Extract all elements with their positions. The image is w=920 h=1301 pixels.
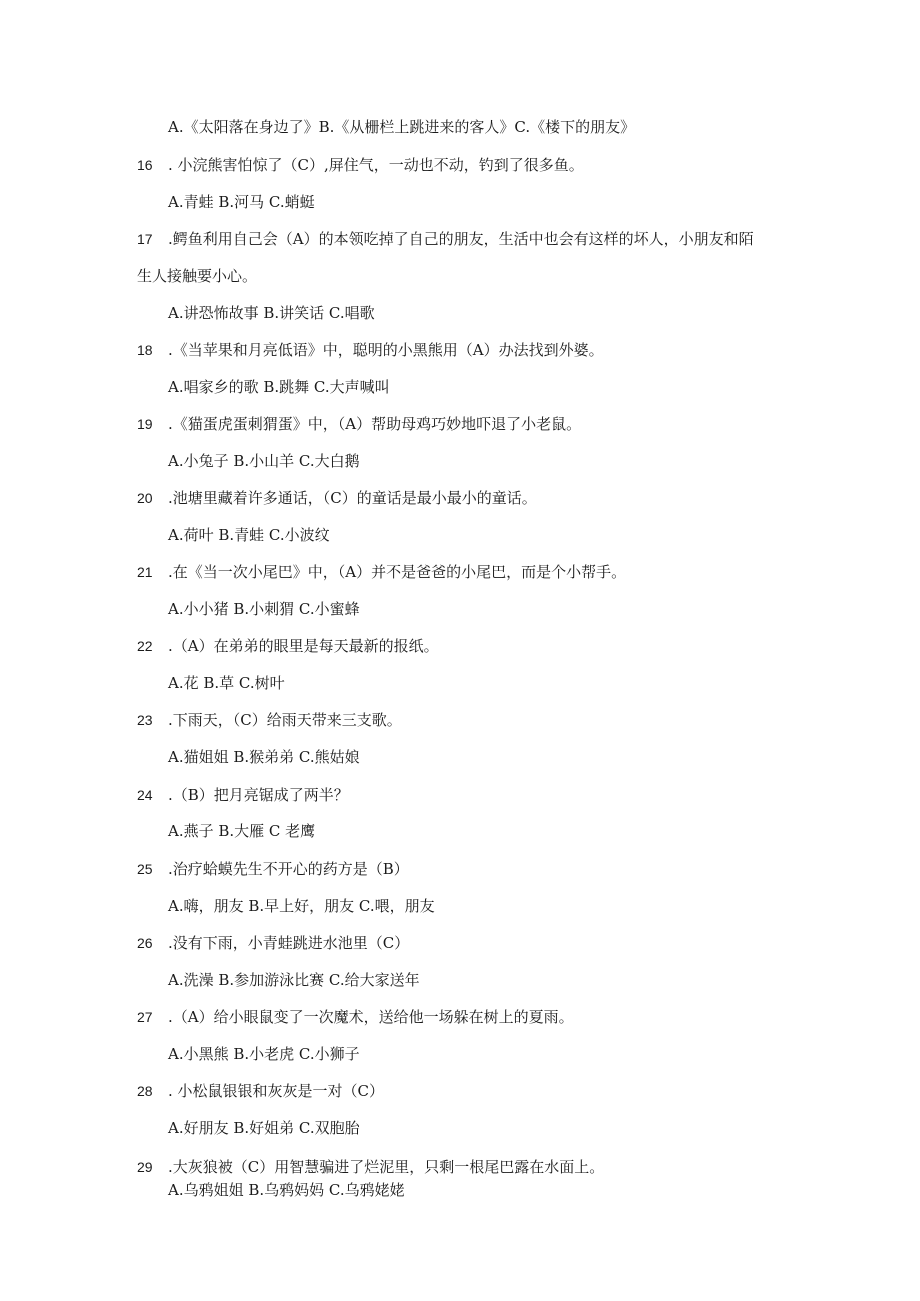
q23-options: A.猫姐姐 B.猴弟弟 C.熊姑娘 xyxy=(168,748,360,766)
q17-number: 17 xyxy=(137,231,153,247)
q19-options: A.小兔子 B.小山羊 C.大白鹅 xyxy=(168,452,360,470)
q21-number: 21 xyxy=(137,564,153,580)
q22-options: A.花 B.草 C.树叶 xyxy=(168,674,285,692)
q17-options: A.讲恐怖故事 B.讲笑话 C.唱歌 xyxy=(168,304,375,322)
q24-number: 24 xyxy=(137,787,153,803)
q26-options: A.洗澡 B.参加游泳比赛 C.给大家送年 xyxy=(168,971,420,989)
q18-text: .《当苹果和月亮低语》中，聪明的小黑熊用（A）办法找到外婆。 xyxy=(168,341,604,359)
q19-number: 19 xyxy=(137,416,153,432)
q17-text-continued: 生人接触要小心。 xyxy=(137,267,258,285)
q17-text: .鳄鱼利用自己会（A）的本领吃掉了自己的朋友，生活中也会有这样的坏人，小朋友和陌 xyxy=(168,230,754,248)
q22-number: 22 xyxy=(137,638,153,654)
q16-text: . 小浣熊害怕惊了（C）,屏住气，一动也不动，钓到了很多鱼。 xyxy=(168,156,584,174)
q29-text: .大灰狼被（C）用智慧骗进了烂泥里，只剩一根尾巴露在水面上。 xyxy=(168,1158,605,1176)
q29-options: A.乌鸦姐姐 B.乌鸦妈妈 C.乌鸦姥姥 xyxy=(168,1181,405,1199)
q20-options: A.荷叶 B.青蛙 C.小波纹 xyxy=(168,526,330,544)
q27-text: .（A）给小眼鼠变了一次魔术，送给他一场躲在树上的夏雨。 xyxy=(168,1008,574,1026)
q27-number: 27 xyxy=(137,1009,153,1025)
q28-number: 28 xyxy=(137,1083,153,1099)
q28-text: . 小松鼠银银和灰灰是一对（C） xyxy=(168,1082,385,1100)
q26-number: 26 xyxy=(137,935,153,951)
q24-text: .（B）把月亮锯成了两半？ xyxy=(168,786,349,804)
q25-text: .治疗蛤蟆先生不开心的药方是（B） xyxy=(168,860,409,878)
q27-options: A.小黑熊 B.小老虎 C.小狮子 xyxy=(168,1045,360,1063)
q22-text: .（A）在弟弟的眼里是每天最新的报纸。 xyxy=(168,637,439,655)
q15-options: A.《太阳落在身边了》B.《从栅栏上跳进来的客人》C.《楼下的朋友》 xyxy=(168,118,636,136)
q16-number: 16 xyxy=(137,157,153,173)
q28-options: A.好朋友 B.好姐弟 C.双胞胎 xyxy=(168,1119,360,1137)
q20-number: 20 xyxy=(137,490,153,506)
q19-text: .《猫蛋虎蛋刺猬蛋》中，（A）帮助母鸡巧妙地吓退了小老鼠。 xyxy=(168,415,582,433)
q16-options: A.青蛙 B.河马 C.蛸蜓 xyxy=(168,193,315,211)
q20-text: .池塘里藏着许多通话，（C）的童话是最小最小的童话。 xyxy=(168,489,537,507)
q18-number: 18 xyxy=(137,342,153,358)
q25-options: A.嗨，朋友 B.早上好，朋友 C.喂，朋友 xyxy=(168,897,435,915)
q18-options: A.唱家乡的歌 B.跳舞 C.大声喊叫 xyxy=(168,378,390,396)
q23-number: 23 xyxy=(137,712,153,728)
q21-options: A.小小猪 B.小刺猬 C.小蜜蜂 xyxy=(168,600,360,618)
q21-text: .在《当一次小尾巴》中，（A）并不是爸爸的小尾巴，而是个小帮手。 xyxy=(168,563,627,581)
q26-text: .没有下雨，小青蛙跳进水池里（C） xyxy=(168,934,410,952)
q23-text: .下雨天，（C）给雨天带来三支歌。 xyxy=(168,711,402,729)
q25-number: 25 xyxy=(137,861,153,877)
q24-options: A.燕子 B.大雁 C 老鹰 xyxy=(168,822,316,840)
q29-number: 29 xyxy=(137,1159,153,1175)
